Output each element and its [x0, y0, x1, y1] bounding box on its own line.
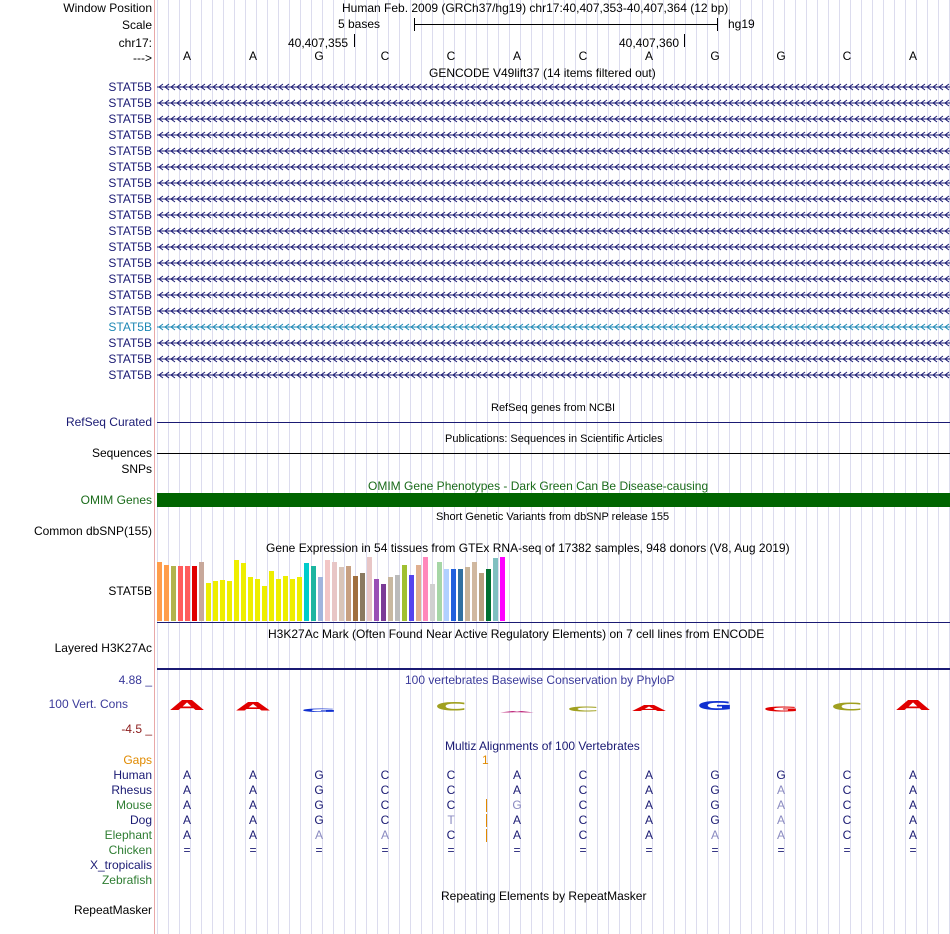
gtex-tissue-bar[interactable]	[157, 562, 162, 621]
gtex-tissue-bar[interactable]	[213, 581, 218, 621]
gencode-item-line[interactable]	[157, 208, 950, 222]
multiz-base: C	[842, 828, 852, 842]
gtex-tissue-bar[interactable]	[269, 571, 274, 621]
gencode-item-label[interactable]: STAT5B	[108, 336, 152, 350]
scale-value: 5 bases	[338, 17, 381, 31]
multiz-gaps-label: Gaps	[123, 753, 152, 767]
multiz-species-label[interactable]: Rhesus	[111, 783, 152, 797]
gtex-tissue-bar[interactable]	[437, 562, 442, 621]
multiz-species-label[interactable]: Elephant	[104, 828, 152, 842]
phylop-max-label: 4.88 _	[118, 673, 152, 687]
multiz-base: A	[644, 828, 653, 842]
gtex-tissue-bar[interactable]	[493, 558, 498, 621]
publications-track-title[interactable]: Publications: Sequences in Scientific Articles	[445, 433, 663, 445]
base-letter: A	[182, 49, 191, 63]
multiz-base: =	[249, 843, 257, 857]
gtex-tissue-bar[interactable]	[290, 579, 295, 621]
chrom-label: chr17:	[118, 36, 152, 50]
gtex-tissue-bar[interactable]	[416, 565, 421, 621]
multiz-base: A	[710, 828, 719, 842]
multiz-base: A	[908, 828, 917, 842]
phylop-track-title[interactable]: 100 vertebrates Basewise Conservation by PhyloP	[405, 673, 675, 687]
gtex-tissue-bar[interactable]	[297, 577, 302, 621]
multiz-base: =	[579, 843, 587, 857]
gencode-track-title[interactable]: GENCODE V49lift37 (14 items filtered out)	[429, 66, 656, 80]
base-letter: A	[644, 49, 653, 63]
gtex-tissue-bar[interactable]	[346, 566, 351, 621]
base-letter: C	[446, 49, 456, 63]
base-letter: C	[380, 49, 390, 63]
gtex-baseline	[157, 622, 950, 623]
multiz-base: C	[380, 798, 390, 812]
gtex-tissue-bar[interactable]	[206, 583, 211, 621]
multiz-base: A	[908, 798, 917, 812]
gtex-tissue-bar[interactable]	[353, 576, 358, 621]
phylop-logo-letter: A	[631, 704, 667, 714]
gtex-tissue-bar[interactable]	[199, 562, 204, 621]
multiz-base: =	[183, 843, 191, 857]
gencode-item-label[interactable]: STAT5B	[108, 176, 152, 190]
gtex-tissue-bar[interactable]	[472, 562, 477, 621]
gencode-item-label[interactable]: STAT5B	[108, 368, 152, 382]
multiz-base: C	[578, 768, 588, 782]
multiz-base: C	[578, 783, 588, 797]
multiz-base: =	[315, 843, 323, 857]
strand-label: --->	[133, 51, 152, 65]
gencode-item-label[interactable]: STAT5B	[108, 96, 152, 110]
gencode-item-line[interactable]	[157, 272, 950, 286]
gencode-item-label[interactable]: STAT5B	[108, 192, 152, 206]
gtex-tissue-bar[interactable]	[304, 563, 309, 621]
gtex-tissue-bar[interactable]	[409, 575, 414, 621]
multiz-base: G	[314, 768, 324, 782]
multiz-base: A	[908, 768, 917, 782]
gencode-item-line[interactable]	[157, 256, 950, 270]
multiz-base: =	[645, 843, 653, 857]
multiz-base: C	[446, 768, 456, 782]
gencode-item-line[interactable]	[157, 112, 950, 126]
gencode-item-line[interactable]	[157, 320, 950, 334]
gencode-item-line[interactable]	[157, 304, 950, 318]
publications-track-label[interactable]: Sequences	[91, 446, 152, 460]
gtex-tissue-bar[interactable]	[325, 560, 330, 621]
gtex-track-title[interactable]: Gene Expression in 54 tissues from GTEx RNA-seq of 17382 samples, 948 donors (V8, Aug 2019)	[266, 541, 790, 555]
omim-track-label[interactable]: OMIM Genes	[80, 493, 152, 507]
multiz-species-label[interactable]: Chicken	[108, 843, 152, 857]
scale-label: Scale	[121, 18, 152, 32]
gencode-item-line[interactable]	[157, 144, 950, 158]
multiz-base: C	[380, 768, 390, 782]
gencode-item-line[interactable]	[157, 336, 950, 350]
gencode-item-line[interactable]	[157, 176, 950, 190]
gencode-item-label[interactable]: STAT5B	[108, 128, 152, 142]
multiz-base: A	[248, 813, 257, 827]
phylop-logo-letter: C	[830, 701, 864, 714]
gtex-tissue-bar[interactable]	[381, 584, 386, 621]
multiz-base: A	[314, 828, 323, 842]
multiz-base: =	[513, 843, 521, 857]
multiz-base: G	[710, 783, 720, 797]
gtex-tissue-bar[interactable]	[451, 569, 456, 621]
multiz-base: A	[182, 783, 191, 797]
gtex-track-label[interactable]: STAT5B	[108, 584, 152, 598]
repeatmasker-track-label[interactable]: RepeatMasker	[73, 903, 152, 917]
gtex-tissue-bar[interactable]	[332, 562, 337, 621]
multiz-base: A	[182, 798, 191, 812]
multiz-base: =	[777, 843, 785, 857]
gtex-tissue-bar[interactable]	[234, 560, 239, 621]
multiz-species-label[interactable]: Dog	[129, 813, 152, 827]
multiz-base: A	[776, 783, 785, 797]
base-letter: G	[710, 49, 720, 63]
multiz-base: A	[644, 813, 653, 827]
multiz-base: C	[842, 813, 852, 827]
position-1-label: 40,407,355	[288, 36, 349, 50]
gtex-tissue-bar[interactable]	[318, 577, 323, 621]
base-letter: A	[908, 49, 917, 63]
base-letter: C	[842, 49, 852, 63]
phylop-logo-letter: A	[499, 711, 535, 714]
multiz-base: A	[248, 768, 257, 782]
phylop-min-label: -4.5 _	[121, 722, 152, 736]
multiz-base: A	[776, 798, 785, 812]
gtex-tissue-bar[interactable]	[479, 573, 484, 621]
multiz-base: A	[908, 783, 917, 797]
multiz-base: T	[447, 813, 455, 827]
gencode-item-line[interactable]	[157, 160, 950, 174]
repeatmasker-track-title[interactable]: Repeating Elements by RepeatMasker	[441, 889, 647, 903]
gencode-item-line[interactable]	[157, 224, 950, 238]
gtex-tissue-bar[interactable]	[458, 569, 463, 621]
scale-bar-right-tick	[717, 18, 718, 31]
gencode-item-label[interactable]: STAT5B	[108, 352, 152, 366]
gtex-tissue-bar[interactable]	[423, 557, 428, 621]
gtex-tissue-bar[interactable]	[276, 579, 281, 621]
multiz-species-label[interactable]: Mouse	[115, 798, 152, 812]
multiz-base: A	[644, 768, 653, 782]
multiz-base: G	[314, 798, 324, 812]
gtex-tissue-bar[interactable]	[262, 586, 267, 621]
base-letter: G	[314, 49, 324, 63]
multiz-base: C	[380, 783, 390, 797]
gencode-item-label[interactable]: STAT5B	[108, 272, 152, 286]
gtex-tissue-bar[interactable]	[227, 581, 232, 621]
h3k27ac-track-title[interactable]: H3K27Ac Mark (Often Found Near Active Regulatory Elements) on 7 cell lines from ENCODE	[268, 627, 765, 641]
multiz-base: G	[710, 813, 720, 827]
gencode-item-label[interactable]: STAT5B	[108, 304, 152, 318]
multiz-base: A	[182, 768, 191, 782]
gtex-tissue-bar[interactable]	[248, 577, 253, 621]
multiz-base: =	[843, 843, 851, 857]
gtex-tissue-bar[interactable]	[444, 569, 449, 621]
phylop-logo-letter: A	[895, 698, 931, 714]
snps-track-label[interactable]: SNPs	[121, 462, 152, 476]
multiz-base: C	[578, 828, 588, 842]
gencode-item-line[interactable]	[157, 288, 950, 302]
multiz-base: G	[314, 783, 324, 797]
dbsnp-track-label[interactable]: Common dbSNP(155)	[33, 524, 152, 538]
gtex-tissue-bar[interactable]	[402, 565, 407, 621]
multiz-base: A	[248, 798, 257, 812]
phylop-logo-letter: G	[300, 707, 338, 714]
phylop-logo-letter: G	[762, 705, 800, 714]
gtex-tissue-bar[interactable]	[220, 580, 225, 621]
multiz-base: A	[644, 798, 653, 812]
refseq-track-line[interactable]	[157, 422, 950, 423]
multiz-base: A	[644, 783, 653, 797]
gencode-item-line[interactable]	[157, 192, 950, 206]
multiz-base: C	[446, 783, 456, 797]
gtex-tissue-bar[interactable]	[255, 579, 260, 621]
gencode-item-line[interactable]	[157, 352, 950, 366]
gencode-item-label[interactable]: STAT5B	[108, 288, 152, 302]
gencode-item-label[interactable]: STAT5B	[108, 208, 152, 222]
multiz-insertion-marker	[486, 799, 487, 812]
multiz-base: A	[248, 828, 257, 842]
gtex-bar-chart[interactable]	[157, 557, 557, 621]
gtex-tissue-bar[interactable]	[164, 565, 169, 621]
gencode-item-line[interactable]	[157, 368, 950, 382]
multiz-base: C	[842, 798, 852, 812]
base-letter: G	[776, 49, 786, 63]
multiz-base: A	[380, 828, 389, 842]
multiz-base: C	[380, 813, 390, 827]
gtex-tissue-bar[interactable]	[430, 584, 435, 621]
phylop-logo-letter: C	[434, 700, 468, 714]
multiz-base: G	[710, 798, 720, 812]
gtex-tissue-bar[interactable]	[388, 577, 393, 621]
multiz-base: =	[381, 843, 389, 857]
gencode-item-label[interactable]: STAT5B	[108, 112, 152, 126]
multiz-base: C	[842, 768, 852, 782]
multiz-base: G	[776, 768, 786, 782]
multiz-track-title[interactable]: Multiz Alignments of 100 Vertebrates	[445, 739, 640, 753]
gtex-tissue-bar[interactable]	[395, 575, 400, 621]
gencode-item-line[interactable]	[157, 240, 950, 254]
multiz-base: C	[578, 813, 588, 827]
refseq-track-label[interactable]: RefSeq Curated	[65, 415, 152, 429]
phylop-logo-letter: A	[235, 700, 271, 714]
scale-bar	[414, 24, 718, 25]
gtex-tissue-bar[interactable]	[374, 579, 379, 621]
position-2-label: 40,407,360	[619, 36, 680, 50]
assembly-label: hg19	[728, 17, 755, 31]
base-letter: A	[512, 49, 521, 63]
multiz-species-label[interactable]: Zebrafish	[101, 873, 152, 887]
gtex-tissue-bar[interactable]	[367, 557, 372, 621]
multiz-base: C	[578, 798, 588, 812]
multiz-species-label[interactable]: X_tropicalis	[89, 858, 152, 872]
gtex-tissue-bar[interactable]	[339, 567, 344, 621]
label-gutter-divider	[154, 0, 155, 934]
multiz-base: G	[314, 813, 324, 827]
multiz-species-label[interactable]: Human	[113, 768, 152, 782]
gencode-item-label[interactable]: STAT5B	[108, 80, 152, 94]
base-letter: C	[578, 49, 588, 63]
multiz-base: A	[248, 783, 257, 797]
gencode-item-label[interactable]: STAT5B	[108, 320, 152, 334]
base-letter: A	[248, 49, 257, 63]
gtex-tissue-bar[interactable]	[171, 566, 176, 621]
gencode-item-label[interactable]: STAT5B	[108, 224, 152, 238]
gencode-item-label[interactable]: STAT5B	[108, 240, 152, 254]
multiz-gap-marker: 1	[482, 753, 489, 767]
multiz-base: G	[710, 768, 720, 782]
gencode-item-line[interactable]	[157, 128, 950, 142]
gtex-tissue-bar[interactable]	[192, 566, 197, 621]
multiz-base: A	[776, 828, 785, 842]
gtex-tissue-bar[interactable]	[486, 569, 491, 621]
multiz-base: A	[908, 813, 917, 827]
multiz-base: C	[446, 798, 456, 812]
gencode-item-line[interactable]	[157, 80, 950, 94]
position-2-tick	[684, 34, 685, 47]
window-position-label: Window Position	[63, 1, 152, 15]
multiz-base: A	[776, 813, 785, 827]
multiz-base: C	[842, 783, 852, 797]
phylop-logo-letter: C	[566, 705, 600, 714]
position-1-tick	[354, 34, 355, 47]
omim-track-title[interactable]: OMIM Gene Phenotypes - Dark Green Can Be Disease-causing	[368, 479, 709, 493]
gencode-item-label[interactable]: STAT5B	[108, 144, 152, 158]
gencode-item-label[interactable]: STAT5B	[108, 160, 152, 174]
phylop-track-label[interactable]: 100 Vert. Cons	[48, 697, 128, 711]
gtex-tissue-bar[interactable]	[185, 566, 190, 621]
gtex-tissue-bar[interactable]	[500, 557, 505, 621]
multiz-base: A	[512, 783, 521, 797]
gtex-tissue-bar[interactable]	[311, 566, 316, 621]
refseq-track-title[interactable]: RefSeq genes from NCBI	[491, 402, 616, 414]
publications-track-line[interactable]	[157, 453, 950, 454]
gencode-item-line[interactable]	[157, 96, 950, 110]
dbsnp-track-title[interactable]: Short Genetic Variants from dbSNP release 155	[436, 511, 670, 523]
multiz-base: A	[512, 813, 521, 827]
h3k27ac-track-label[interactable]: Layered H3K27Ac	[54, 641, 152, 655]
scale-bar-left-tick	[414, 18, 415, 31]
gtex-tissue-bar[interactable]	[360, 573, 365, 621]
gtex-tissue-bar[interactable]	[241, 563, 246, 621]
multiz-base: A	[182, 828, 191, 842]
window-position-value: Human Feb. 2009 (GRCh37/hg19) chr17:40,407,353-40,407,364 (12 bp)	[342, 1, 729, 15]
multiz-insertion-marker	[486, 814, 487, 827]
gtex-tissue-bar[interactable]	[283, 576, 288, 621]
gencode-item-label[interactable]: STAT5B	[108, 256, 152, 270]
multiz-base: A	[182, 813, 191, 827]
omim-gene-bar[interactable]	[157, 493, 950, 507]
multiz-base: =	[711, 843, 719, 857]
multiz-base: =	[447, 843, 455, 857]
phylop-logo-letter: A	[169, 698, 205, 714]
multiz-base: =	[909, 843, 917, 857]
h3k27ac-baseline	[157, 668, 950, 670]
multiz-base: C	[446, 828, 456, 842]
phylop-logo-letter: G	[696, 699, 734, 714]
multiz-base: A	[512, 768, 521, 782]
gtex-tissue-bar[interactable]	[465, 567, 470, 621]
multiz-base: G	[512, 798, 522, 812]
multiz-insertion-marker	[486, 829, 487, 842]
gtex-tissue-bar[interactable]	[178, 566, 183, 621]
multiz-base: A	[512, 828, 521, 842]
